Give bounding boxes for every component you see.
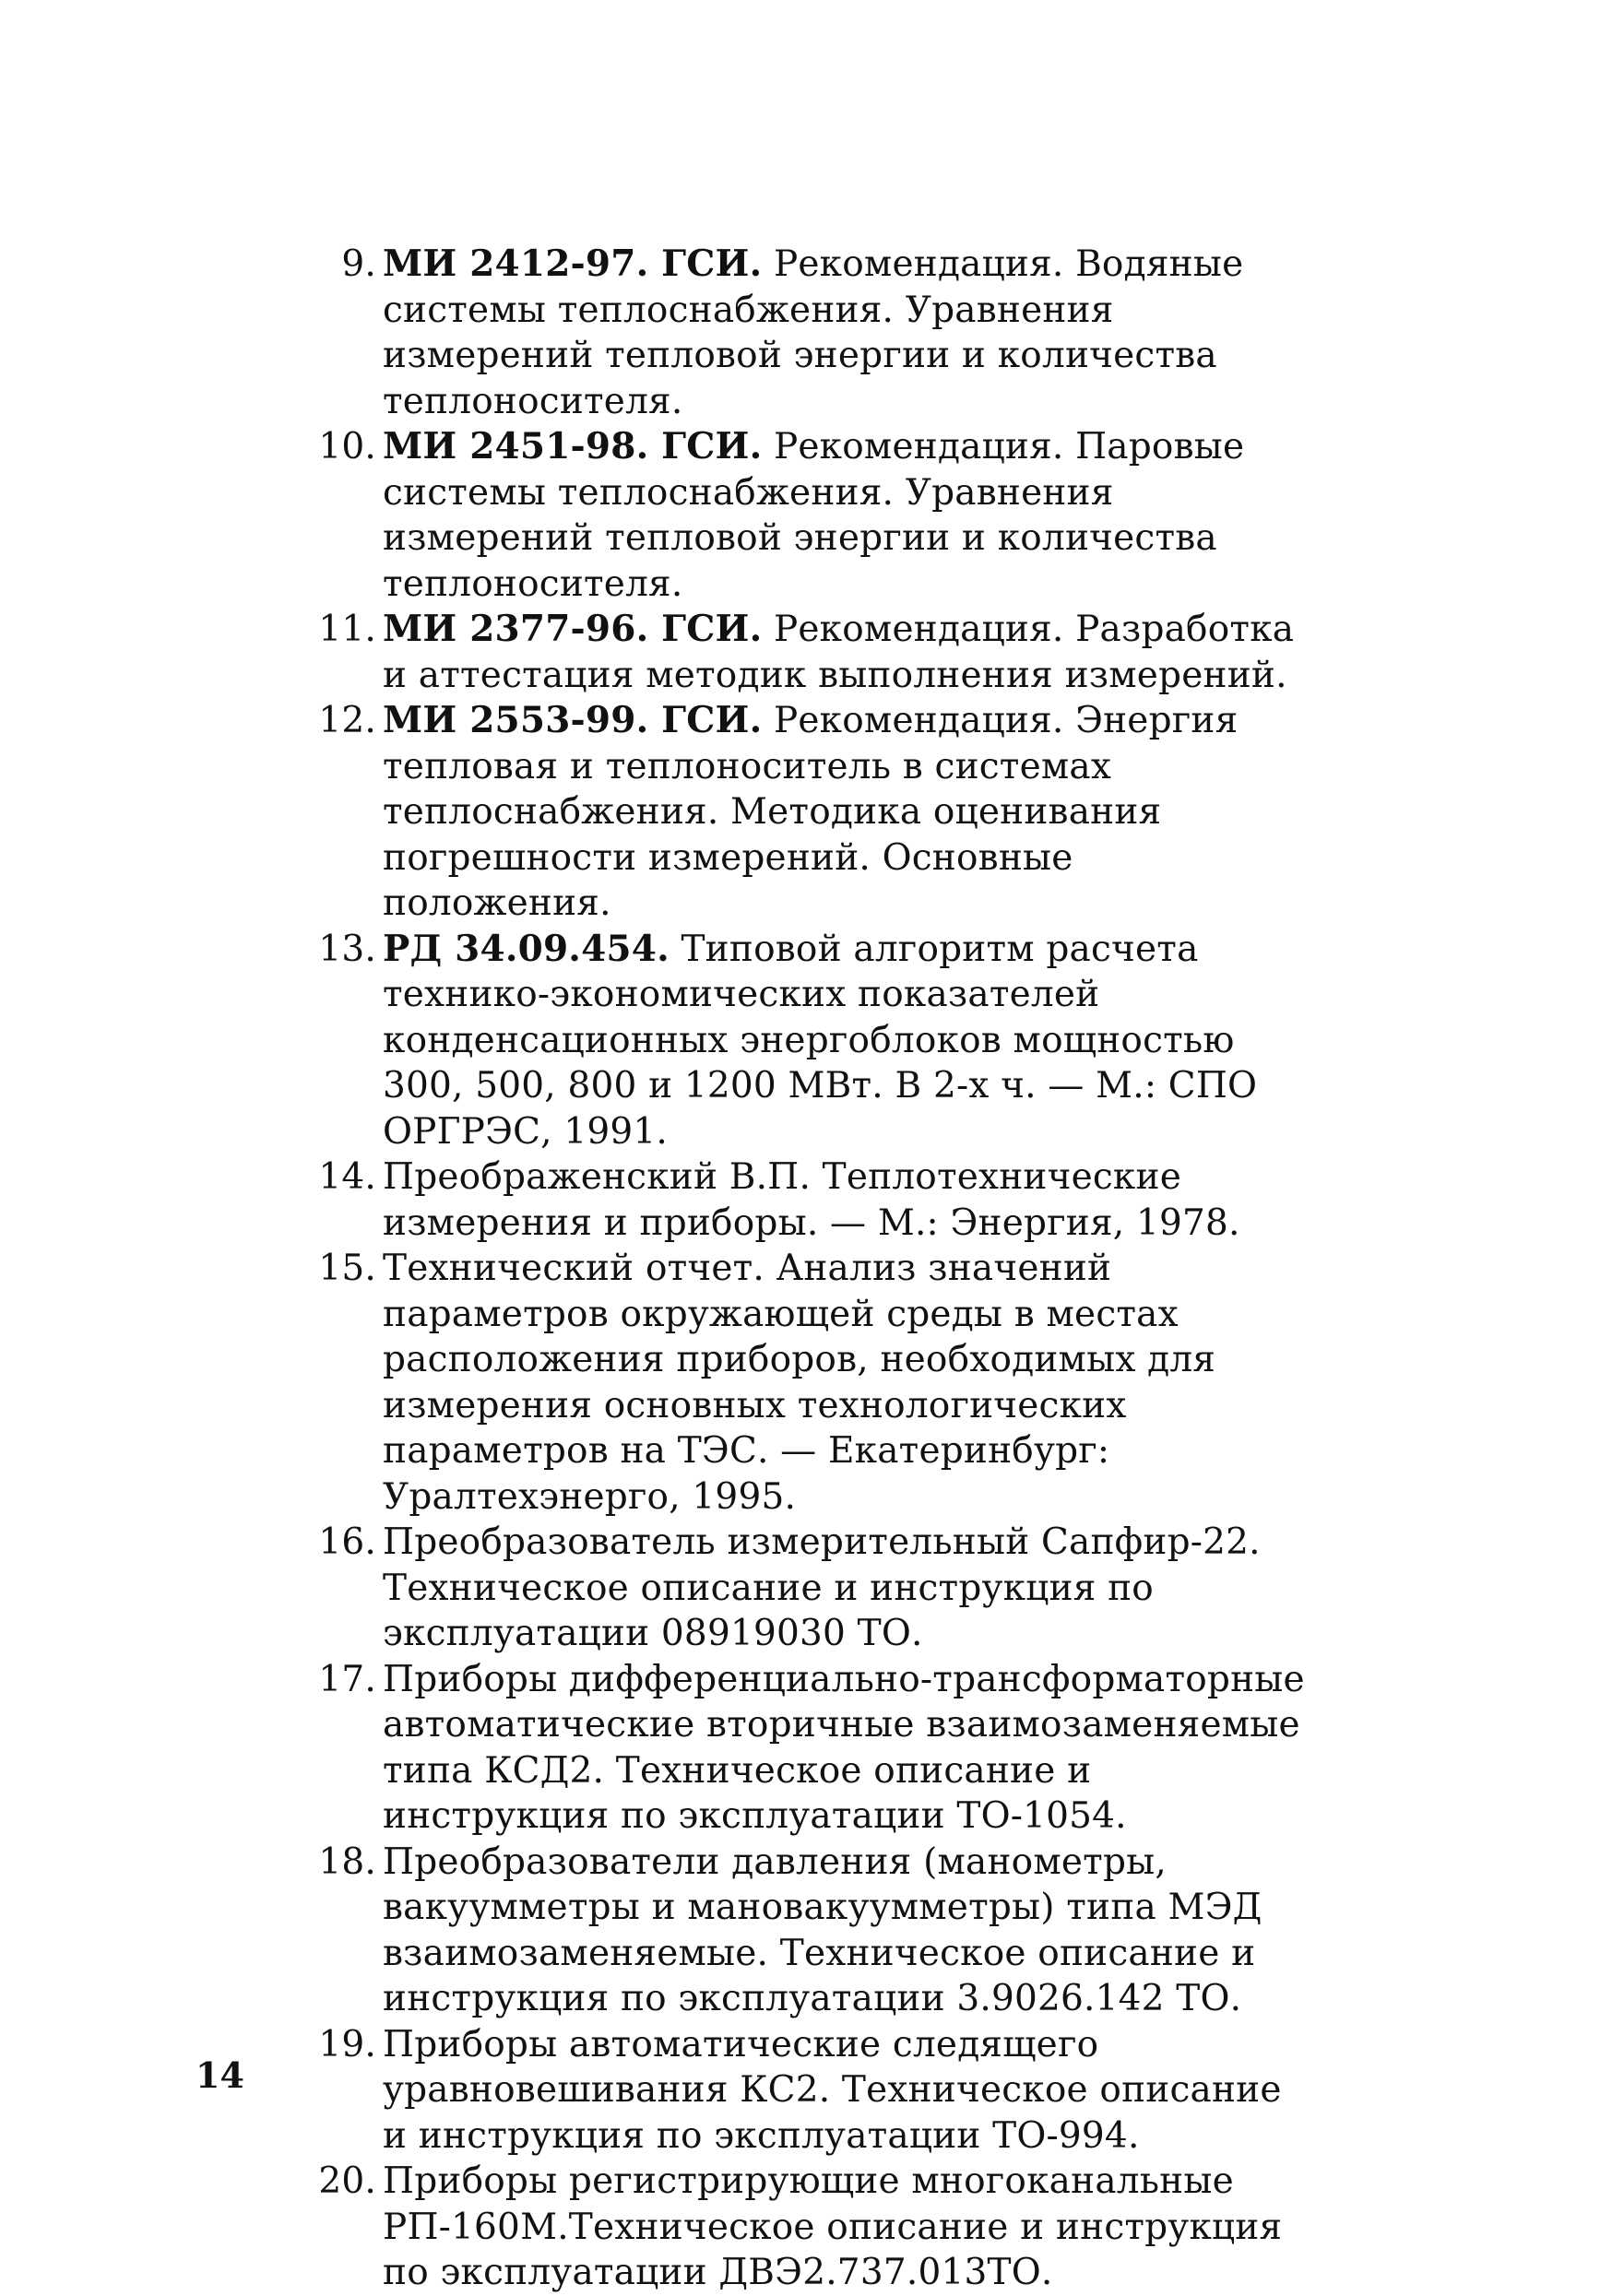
page-number: 14 — [196, 2054, 244, 2096]
reference-number: 14. — [318, 1156, 376, 1198]
reference-text: Преображенский В.П. Теплотехнические измерения и приборы. — М.: Энергия, 1978. — [383, 1156, 1240, 1244]
reference-number: 16. — [318, 1521, 376, 1563]
reference-list — [304, 242, 1310, 2296]
reference-item — [304, 2022, 1310, 2160]
reference-text: Преобразователи давления (манометры, вакуумметры и мановакуумметры) типа МЭД взаимозаменяемые. Техническое описание и инструкция по эксплуатации 3.9026.142 ТО. — [383, 1840, 1262, 2019]
reference-number: 15. — [318, 1248, 376, 1289]
reference-number: 17. — [318, 1658, 376, 1700]
reference-item — [304, 607, 1310, 698]
reference-text: Приборы регистрирующие многоканальные РП-160М.Техническое описание и инструкция по эксплуатации ДВЭ2.737.013ТО. — [383, 2160, 1283, 2293]
reference-number: 11. — [318, 609, 376, 650]
reference-number: 19. — [318, 2023, 376, 2065]
reference-number: 12. — [318, 700, 376, 741]
reference-item — [304, 242, 1310, 424]
reference-code: МИ 2553-99. ГСИ. — [383, 699, 763, 741]
reference-item — [304, 698, 1310, 927]
reference-item — [304, 1246, 1310, 1520]
reference-text: Типовой алгоритм расчета технико-экономических показателей конденсационных энергоблоков мощностью 300, 500, 800 и 1200 МВт. В 2-х ч. — М.: СПО ОРГРЭС, 1991. — [383, 928, 1258, 1153]
reference-text: Рекомендация. Паровые системы теплоснабжения. Уравнения измерений тепловой энергии и количества теплоносителя. — [383, 426, 1245, 605]
reference-text: Рекомендация. Разработка и аттестация методик выполнения измерений. — [383, 609, 1295, 696]
reference-code: МИ 2451-98. ГСИ. — [383, 425, 763, 467]
reference-item — [304, 1154, 1310, 1246]
reference-text: Рекомендация. Водяные системы теплоснабжения. Уравнения измерений тепловой энергии и количества теплоносителя. — [383, 243, 1244, 422]
reference-code: МИ 2377-96. ГСИ. — [383, 608, 763, 650]
reference-text: Рекомендация. Энергия тепловая и теплоноситель в системах теплоснабжения. Методика оценивания погрешности измерений. Основные положения. — [383, 700, 1239, 924]
reference-item — [304, 1840, 1310, 2022]
reference-number: 9. — [341, 243, 376, 285]
reference-text: Технический отчет. Анализ значений параметров окружающей среды в местах расположения приборов, необходимых для измерения основных технологических параметров на ТЭС. — Екатеринбург: Уралтехэнерго, 1995. — [383, 1248, 1216, 1518]
reference-item — [304, 2159, 1310, 2296]
reference-text: Приборы дифференциально-трансформаторные автоматические вторичные взаимозаменяемые типа КСД2. Техническое описание и инструкция по эксплуатации ТО-1054. — [383, 1658, 1305, 1837]
reference-number: 20. — [318, 2160, 376, 2202]
reference-code: РД 34.09.454. — [383, 927, 670, 970]
reference-item — [304, 1657, 1310, 1840]
reference-text: Преобразователь измерительный Сапфир-22. Техническое описание и инструкция по эксплуатации 08919030 ТО. — [383, 1521, 1261, 1654]
reference-item — [304, 1520, 1310, 1657]
reference-code: МИ 2412-97. ГСИ. — [383, 243, 763, 285]
reference-number: 10. — [318, 426, 376, 467]
reference-number: 18. — [318, 1840, 376, 1883]
reference-number: 13. — [318, 928, 376, 970]
reference-item — [304, 927, 1310, 1155]
reference-text: Приборы автоматические следящего уравновешивания КС2. Техническое описание и инструкция по эксплуатации ТО-994. — [383, 2023, 1282, 2157]
reference-item — [304, 424, 1310, 607]
